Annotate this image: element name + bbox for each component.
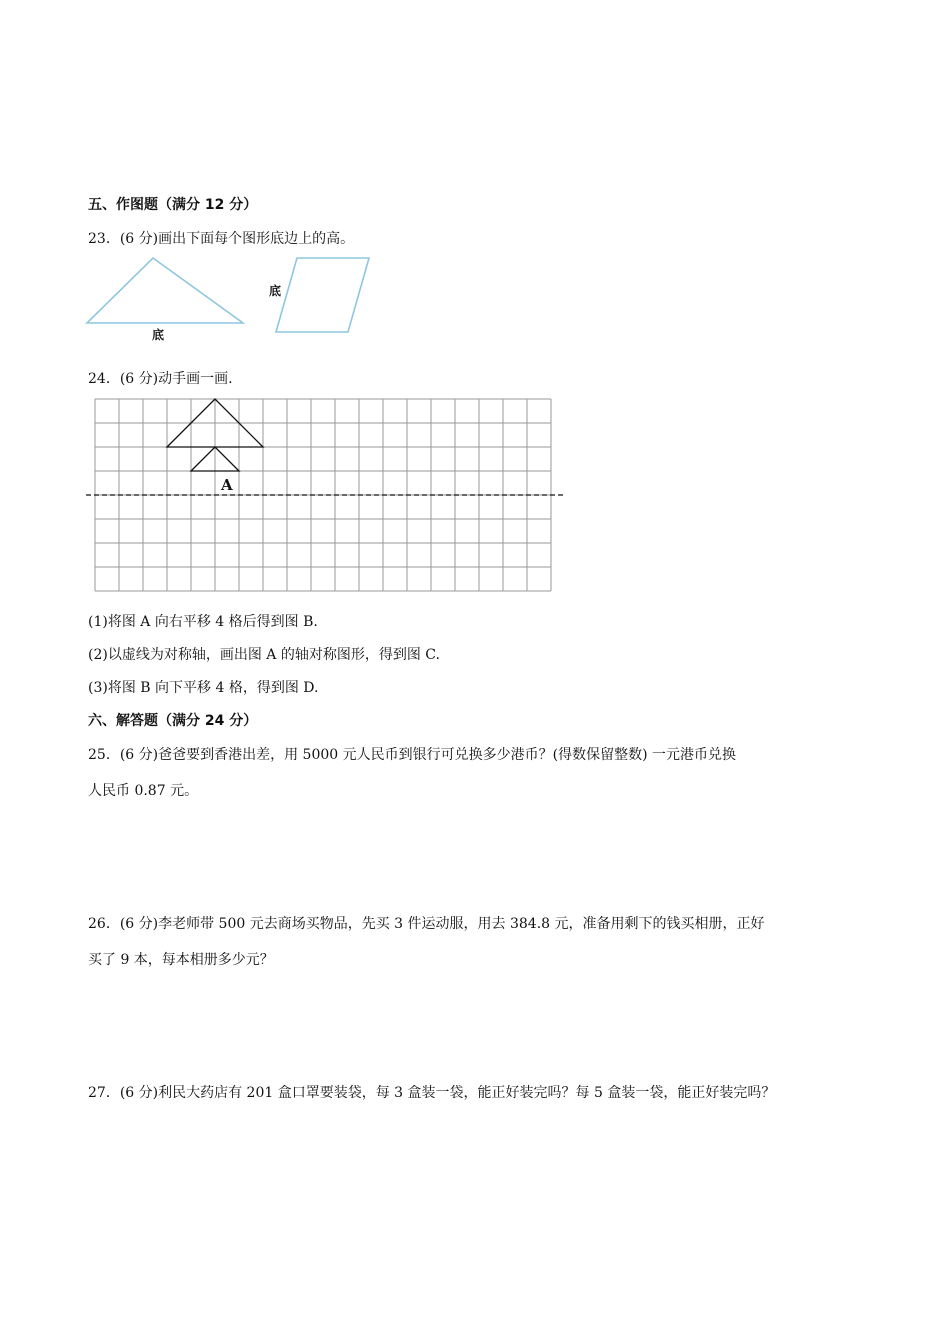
question-24-sub1: (1)将图 A 向右平移 4 格后得到图 B. — [88, 614, 318, 630]
section-5-title: 五、作图题（满分 12 分） — [88, 197, 258, 213]
question-24-sub3: (3)将图 B 向下平移 4 格，得到图 D. — [88, 680, 319, 696]
question-27-line1: 27．(6 分)利民大药店有 201 盒口罩要装袋，每 3 盒装一袋，能正好装完吗？每 5 盒装一袋，能正好装完吗？ — [88, 1085, 776, 1101]
question-25-line1: 25．(6 分)爸爸要到香港出差，用 5000 元人民币到银行可兑换多少港币？(得数保留整数) 一元港币兑换 — [88, 747, 736, 763]
question-24-text: 24．(6 分)动手画一画. — [88, 371, 233, 387]
question-23-figures — [80, 250, 380, 345]
question-23-text: 23．(6 分)画出下面每个图形底边上的高。 — [88, 231, 355, 247]
question-24-sub2: (2)以虚线为对称轴，画出图 A 的轴对称图形，得到图 C. — [88, 647, 440, 663]
parallelogram-shape — [276, 258, 369, 332]
parallelogram-side-label: 底 — [269, 284, 282, 298]
question-26-line2: 买了 9 本，每本相册多少元？ — [88, 952, 274, 968]
figure-a-label: A — [221, 476, 233, 494]
triangle-shape — [87, 258, 243, 323]
question-25-line2: 人民币 0.87 元。 — [88, 783, 199, 799]
triangle-base-label: 底 — [152, 328, 165, 342]
question-26-line1: 26．(6 分)李老师带 500 元去商场买物品，先买 3 件运动服，用去 384.8 元，准备用剩下的钱买相册，正好 — [88, 916, 765, 932]
section-6-title: 六、解答题（满分 24 分） — [88, 713, 258, 729]
question-24-grid-figure — [84, 396, 574, 594]
